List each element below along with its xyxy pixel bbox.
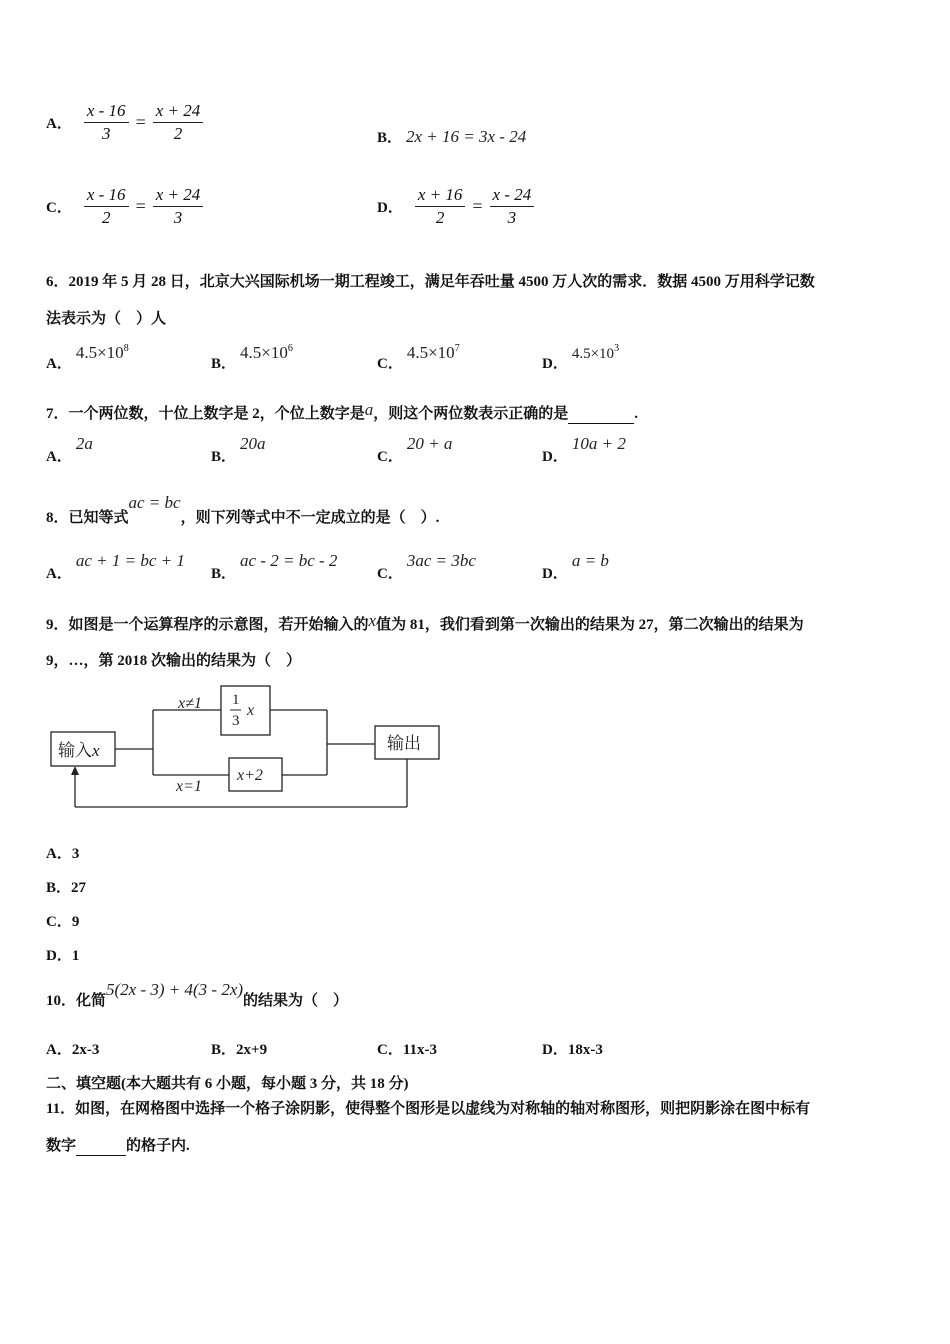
q6-stem-line2: 法表示为（ ）人 [46,311,167,327]
q7-option-b: B． 20a [211,434,266,465]
q9-option-d: D．1 [46,948,80,964]
q10-option-d: D．18x-3 [542,1042,603,1058]
option-letter: C． [46,200,72,216]
fraction-numerator: 1 [232,692,240,708]
q8-option-d: D． a = b [542,551,609,582]
q10-option-c: C．11x-3 [377,1042,438,1058]
q8-option-c: C． 3ac = 3bc [377,551,476,582]
fraction-right: $\frac{x - 24}{3}$ [490,184,535,229]
q9-option-c: C．9 [46,914,80,930]
q9-option-a: A．3 [46,846,80,862]
fraction-left: $\frac{x - 16}{3}$ [84,100,129,145]
condition-not-one: x≠1 [178,695,202,712]
option-letter: D． [377,200,403,216]
option-expression: 2x + 16 = 3x - 24 [406,127,527,146]
option-letter: A． [46,116,72,132]
q9-flow-diagram [40,680,460,815]
fraction-left: $\frac{x + 16}{2}$ [415,184,466,229]
q6-stem-line1: 6．2019 年 5 月 28 日，北京大兴国际机场一期工程竣工，满足年吞吐量 4500 万人次的需求．数据 4500 万用科学记数 [46,274,815,290]
input-label: 输入 [58,741,92,760]
add-two-label: x+2 [237,767,263,784]
fraction-denominator: 3 [232,713,240,729]
q7-option-c: C． 20 + a [377,434,453,465]
fraction-right: $\frac{x + 24}{3}$ [153,184,204,229]
q6-option-a: A． $4.5\times 10^8$ [46,343,129,372]
arrow-up-icon [71,766,79,775]
q7-option-a: A． 2a [46,434,93,465]
q5-option-d: D． $\frac{x + 16}{2}$ = $\frac{x - 24}{3}$ [377,184,534,229]
q7-option-d: D． 10a + 2 [542,434,626,465]
q10-option-a: A．2x-3 [46,1042,100,1058]
condition-equals-one: x=1 [176,778,202,795]
q5-option-c: C． $\frac{x - 16}{2}$ = $\frac{x + 24}{3}$ [46,184,203,229]
q9-stem-line2: 9，…，第 2018 次输出的结果为（ ） [46,653,302,669]
q8-option-b: B． ac - 2 = bc - 2 [211,551,338,582]
q5-option-a: A． $\frac{x - 16}{3}$ = $\frac{x + 24}{2}$ [46,100,203,145]
output-label: 输出 [387,734,421,753]
q9-stem-line1: 9．如图是一个运算程序的示意图，若开始输入的x值为 81，我们看到第一次输出的结果为 27，第二次输出的结果为 [46,611,804,633]
q6-option-c: C． $4.5\times 10^7$ [377,343,460,372]
q8-stem: 8．已知等式ac = bc，则下列等式中不一定成立的是（ ）. [46,493,440,526]
q11-stem-line1: 11．如图，在网格图中选择一个格子涂阴影，使得整个图形是以虚线为对称轴的轴对称图形，则把阴影涂在图中标有 [46,1101,811,1117]
q5-option-b [377,126,526,147]
answer-blank[interactable] [76,1138,126,1156]
fraction-variable: x [247,702,255,719]
q10-stem: 10．化简5(2x - 3) + 4(3 - 2x)的结果为（ ） [46,980,349,1009]
q8-option-a: A． ac + 1 = bc + 1 [46,551,185,582]
q11-stem-line2: 数字 的格子内. [46,1138,190,1154]
q9-option-b: B．27 [46,880,87,896]
q10-option-b: B．2x+9 [211,1042,268,1058]
svg-text:输入x: 输入x [58,741,100,760]
q6-option-b: B． $4.5\times 10^6$ [211,343,293,372]
q6-option-d: D． $4.5\times 10^3$ [542,343,620,372]
option-letter: B． [377,130,403,146]
fraction-left: $\frac{x - 16}{2}$ [84,184,129,229]
answer-blank[interactable] [568,406,634,424]
q7-stem: 7．一个两位数，十位上数字是 2，个位上数字是a，则这个两位数表示正确的是 . [46,400,639,422]
section-heading: 二、填空题(本大题共有 6 小题，每小题 3 分，共 18 分) [46,1076,409,1092]
divide-by-three-box [221,686,270,735]
fraction-right: $\frac{x + 24}{2}$ [153,100,204,145]
